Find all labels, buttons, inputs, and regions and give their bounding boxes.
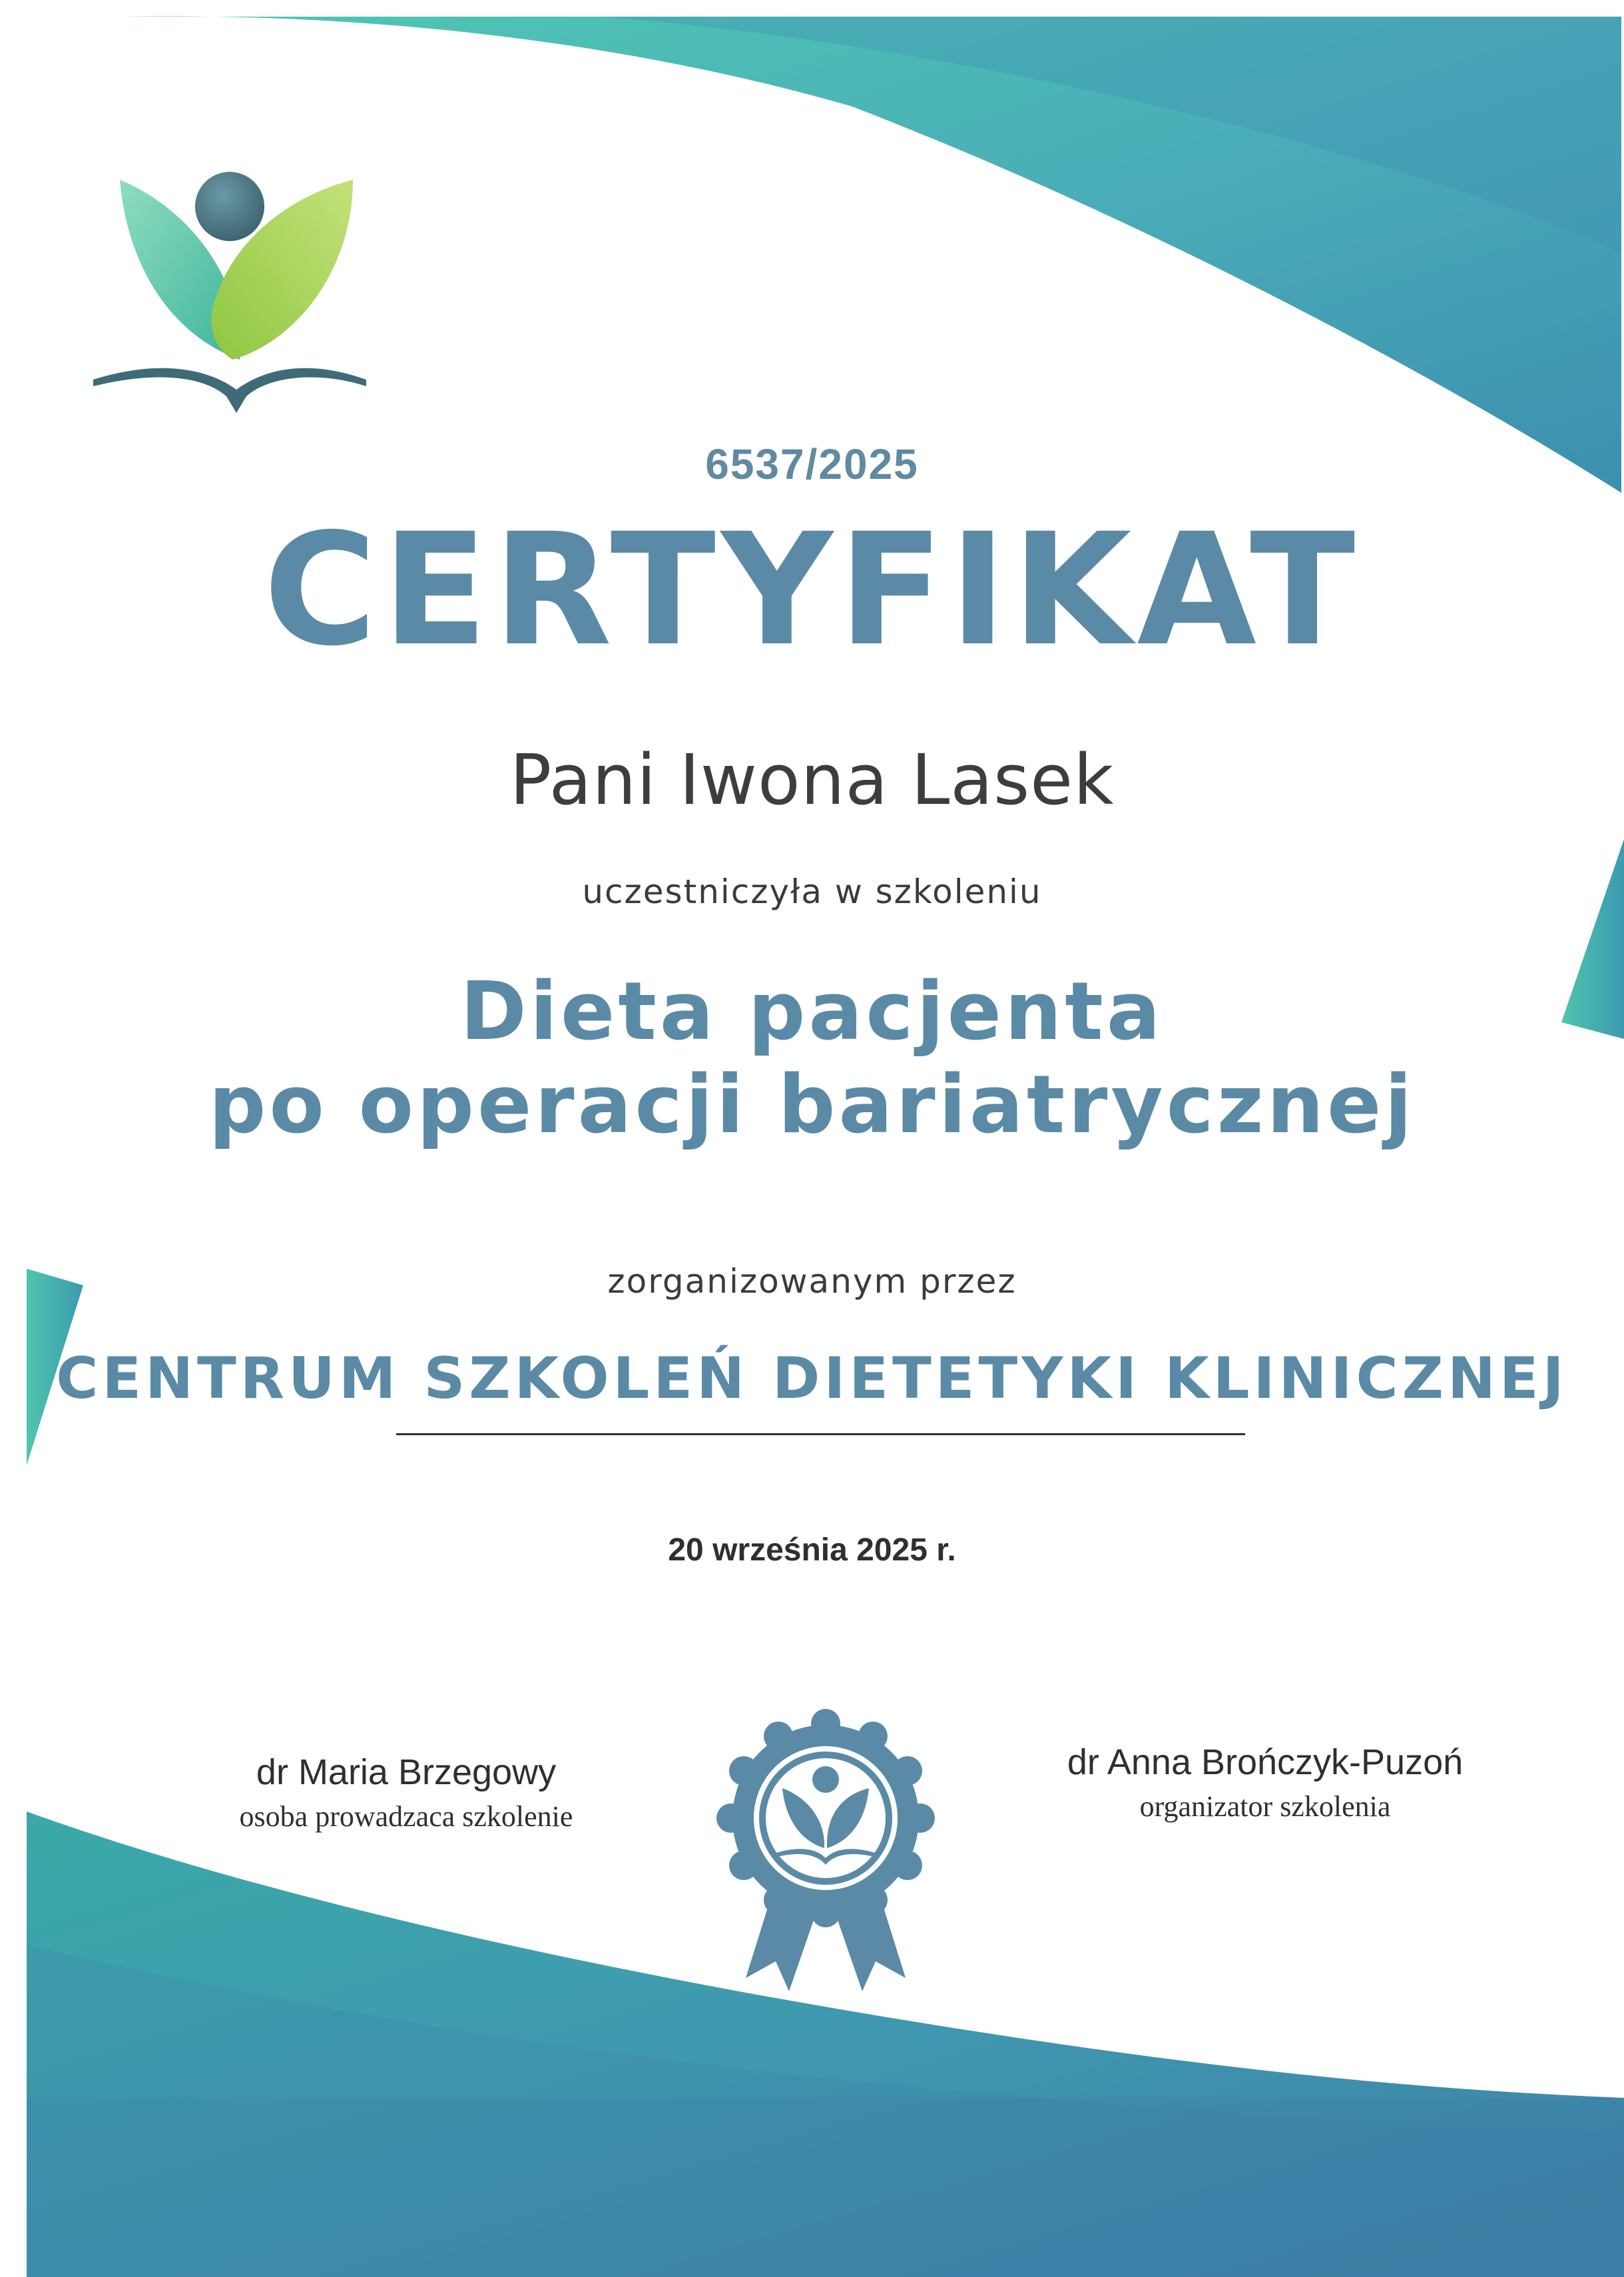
signature-left-name: dr Maria Brzegowy xyxy=(256,1752,557,1792)
certificate-number: 6537/2025 xyxy=(705,440,919,488)
leaf-book-person-icon xyxy=(87,160,380,426)
issue-date: 20 września 2025 r. xyxy=(668,1532,956,1568)
divider-line xyxy=(396,1433,1245,1435)
recipient-name: Pani Iwona Lasek xyxy=(509,739,1115,820)
signature-right xyxy=(1005,1742,1525,1823)
participated-text: uczestniczyła w szkoleniu xyxy=(582,872,1042,911)
signature-left xyxy=(173,1752,639,1833)
course-title-line2: po operacji bariatrycznej xyxy=(208,1059,1416,1151)
organizer-name: CENTRUM SZKOLEŃ DIETETYKI KLINICZNEJ xyxy=(56,1345,1568,1412)
course-title-line1: Dieta pacjenta xyxy=(460,966,1164,1058)
signature-right-name: dr Anna Brończyk-Puzoń xyxy=(1067,1742,1464,1782)
signature-left-role: osoba prowadzaca szkolenie xyxy=(239,1800,573,1833)
signature-right-role: organizator szkolenia xyxy=(1139,1790,1391,1823)
rosette-badge-icon xyxy=(706,1705,946,1998)
certificate-title: CERTYFIKAT xyxy=(263,500,1361,680)
course-title xyxy=(0,966,1624,1152)
organized-by-text: zorganizowanym przez xyxy=(607,1262,1017,1301)
